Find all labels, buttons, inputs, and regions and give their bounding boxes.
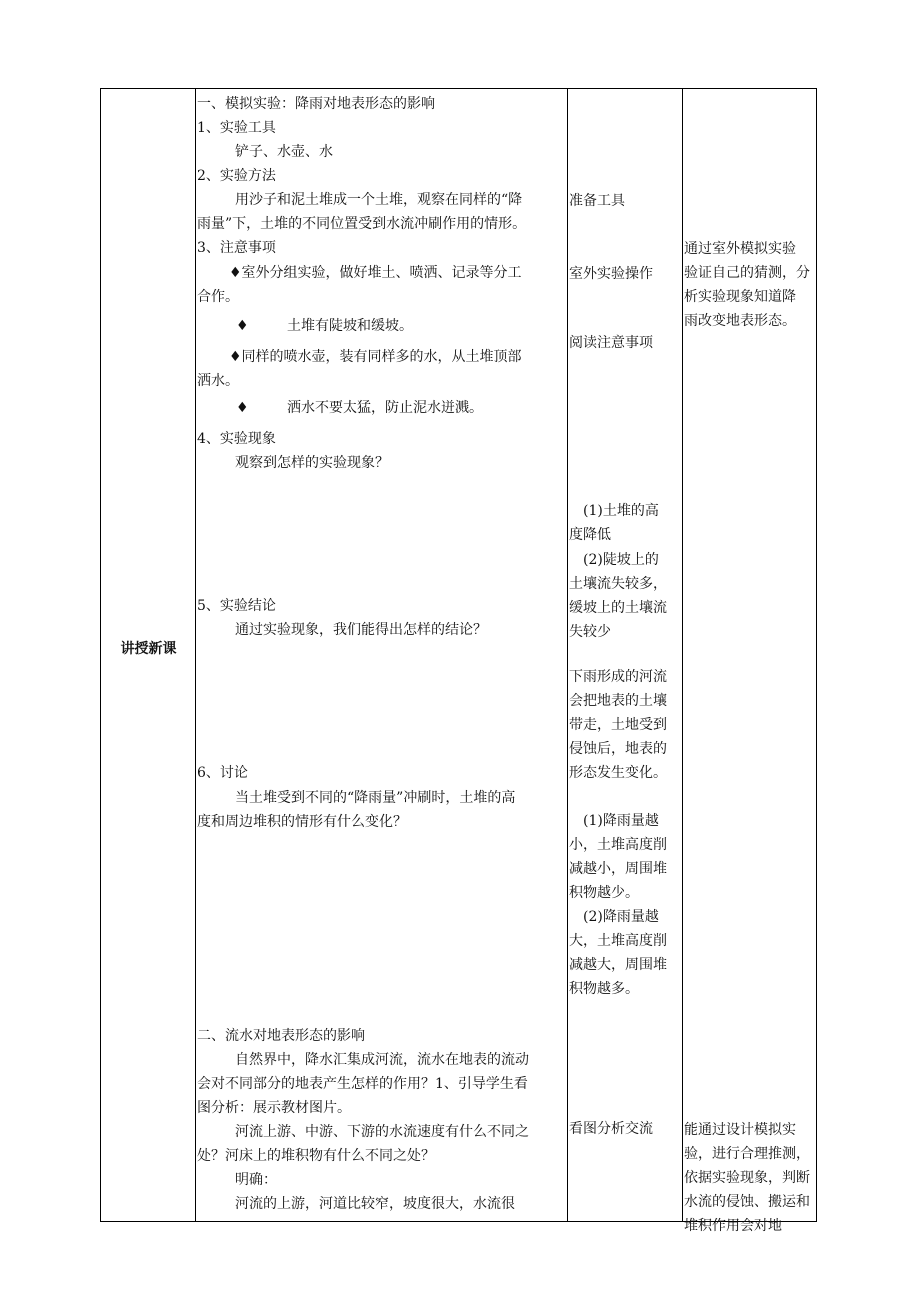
intent-1-line-4: 雨改变地表形态。 [684, 313, 796, 329]
intent-2-line-5: 堆积作用会对地 [684, 1218, 782, 1234]
section2-title: 二、流水对地表形态的影响 [197, 1028, 365, 1044]
discussion-2d: 积物越多。 [569, 981, 639, 997]
discussion-2b: 大，土堆高度削 [569, 933, 667, 949]
stage-cell [101, 89, 196, 1221]
section1-title: 一、模拟实验：降雨对地表形态的影响 [197, 96, 435, 112]
discussion-line-2: 度和周边堆积的情形有什么变化？ [197, 814, 407, 830]
intent-2-line-1: 能通过设计模拟实 [684, 1122, 796, 1138]
method-line-2: 雨量”下，土堆的不同位置受到水流冲刷作用的情形。 [197, 216, 527, 232]
intent-2-line-2: 验，进行合理推测， [684, 1146, 810, 1162]
conclusion-question: 通过实验现象，我们能得出怎样的结论？ [235, 622, 487, 638]
tools-items: 铲子、水壶、水 [235, 144, 333, 160]
observation-2d: 失较少 [569, 624, 611, 640]
conclusion-heading: 5、实验结论 [197, 598, 276, 614]
discussion-1b: 小，土堆高度削 [569, 837, 667, 853]
teacher-content-cell [196, 89, 568, 1221]
conclusion-4: 侵蚀后，地表的 [569, 741, 667, 757]
discussion-1c: 减越小，周围堆 [569, 861, 667, 877]
observation-1a: (1)土堆的高 [583, 503, 659, 519]
conclusion-1: 下雨形成的河流 [569, 669, 667, 685]
conclusion-5: 形态发生变化。 [569, 765, 667, 781]
design-intent-cell [682, 89, 816, 1234]
outdoor-operation: 室外实验操作 [569, 266, 653, 282]
discussion-2c: 减越大，周围堆 [569, 957, 667, 973]
section2-line-2: 会对不同部分的地表产生怎样的作用？1、引导学生看 [197, 1076, 528, 1092]
conclusion-2: 会把地表的土壤 [569, 693, 667, 709]
clarify-label: 明确： [235, 1172, 277, 1188]
intent-1-line-3: 析实验现象知道降 [684, 289, 796, 305]
stage-label: 讲授新课 [120, 641, 177, 657]
note-1-line-1: ♦室外分组实验，做好堆土、喷洒、记录等分工 [229, 265, 522, 281]
map-analysis: 看图分析交流 [569, 1121, 653, 1137]
section2-line-1: 自然界中，降水汇集成河流，流水在地表的流动 [235, 1052, 529, 1068]
observation-2a: (2)陡坡上的 [583, 552, 659, 568]
section2-line-3: 图分析：展示教材图片。 [197, 1100, 351, 1116]
discussion-line-1: 当土堆受到不同的“降雨量”冲刷时，土堆的高 [235, 790, 516, 806]
note-4-bullet: ♦ [236, 400, 249, 416]
intent-2-line-3: 依据实验现象，判断 [684, 1170, 810, 1186]
discussion-heading: 6、讨论 [197, 765, 248, 781]
student-activity-cell [568, 89, 682, 1221]
note-3-line-2: 洒水。 [197, 373, 239, 389]
intent-2-line-4: 水流的侵蚀、搬运和 [684, 1194, 810, 1210]
method-line-1: 用沙子和泥土堆成一个土堆，观察在同样的“降 [235, 192, 523, 208]
intent-1-line-1: 通过室外模拟实验 [684, 241, 796, 257]
note-4-text: 洒水不要太猛，防止泥水迸溅。 [287, 400, 483, 416]
intent-1-line-2: 验证自己的猜测，分 [684, 265, 810, 281]
phenomenon-question: 观察到怎样的实验现象？ [235, 455, 389, 471]
discussion-1a: (1)降雨量越 [583, 813, 659, 829]
observation-2c: 缓坡上的土壤流 [569, 600, 667, 616]
river-question-line-2: 处？河床上的堆积物有什么不同之处？ [197, 1148, 435, 1164]
observation-2b: 土壤流失较多， [569, 576, 667, 592]
method-heading: 2、实验方法 [197, 168, 276, 184]
read-notes: 阅读注意事项 [569, 335, 653, 351]
river-question-line-1: 河流上游、中游、下游的水流速度有什么不同之 [235, 1124, 529, 1140]
note-2-text: 土堆有陡坡和缓坡。 [287, 318, 413, 334]
upstream-line: 河流的上游，河道比较窄，坡度很大，水流很 [235, 1196, 515, 1212]
note-1-line-2: 合作。 [197, 289, 239, 305]
observation-1b: 度降低 [569, 527, 611, 543]
notes-heading: 3、注意事项 [197, 240, 276, 256]
tools-heading: 1、实验工具 [197, 120, 276, 136]
conclusion-3: 带走，土地受到 [569, 717, 667, 733]
phenomenon-heading: 4、实验现象 [197, 431, 276, 447]
prepare-tools: 准备工具 [569, 193, 625, 209]
discussion-1d: 积物越少。 [569, 885, 639, 901]
discussion-2a: (2)降雨量越 [583, 909, 659, 925]
note-2-bullet: ♦ [236, 318, 249, 334]
note-3-line-1: ♦同样的喷水壶，装有同样多的水，从土堆顶部 [229, 349, 522, 365]
